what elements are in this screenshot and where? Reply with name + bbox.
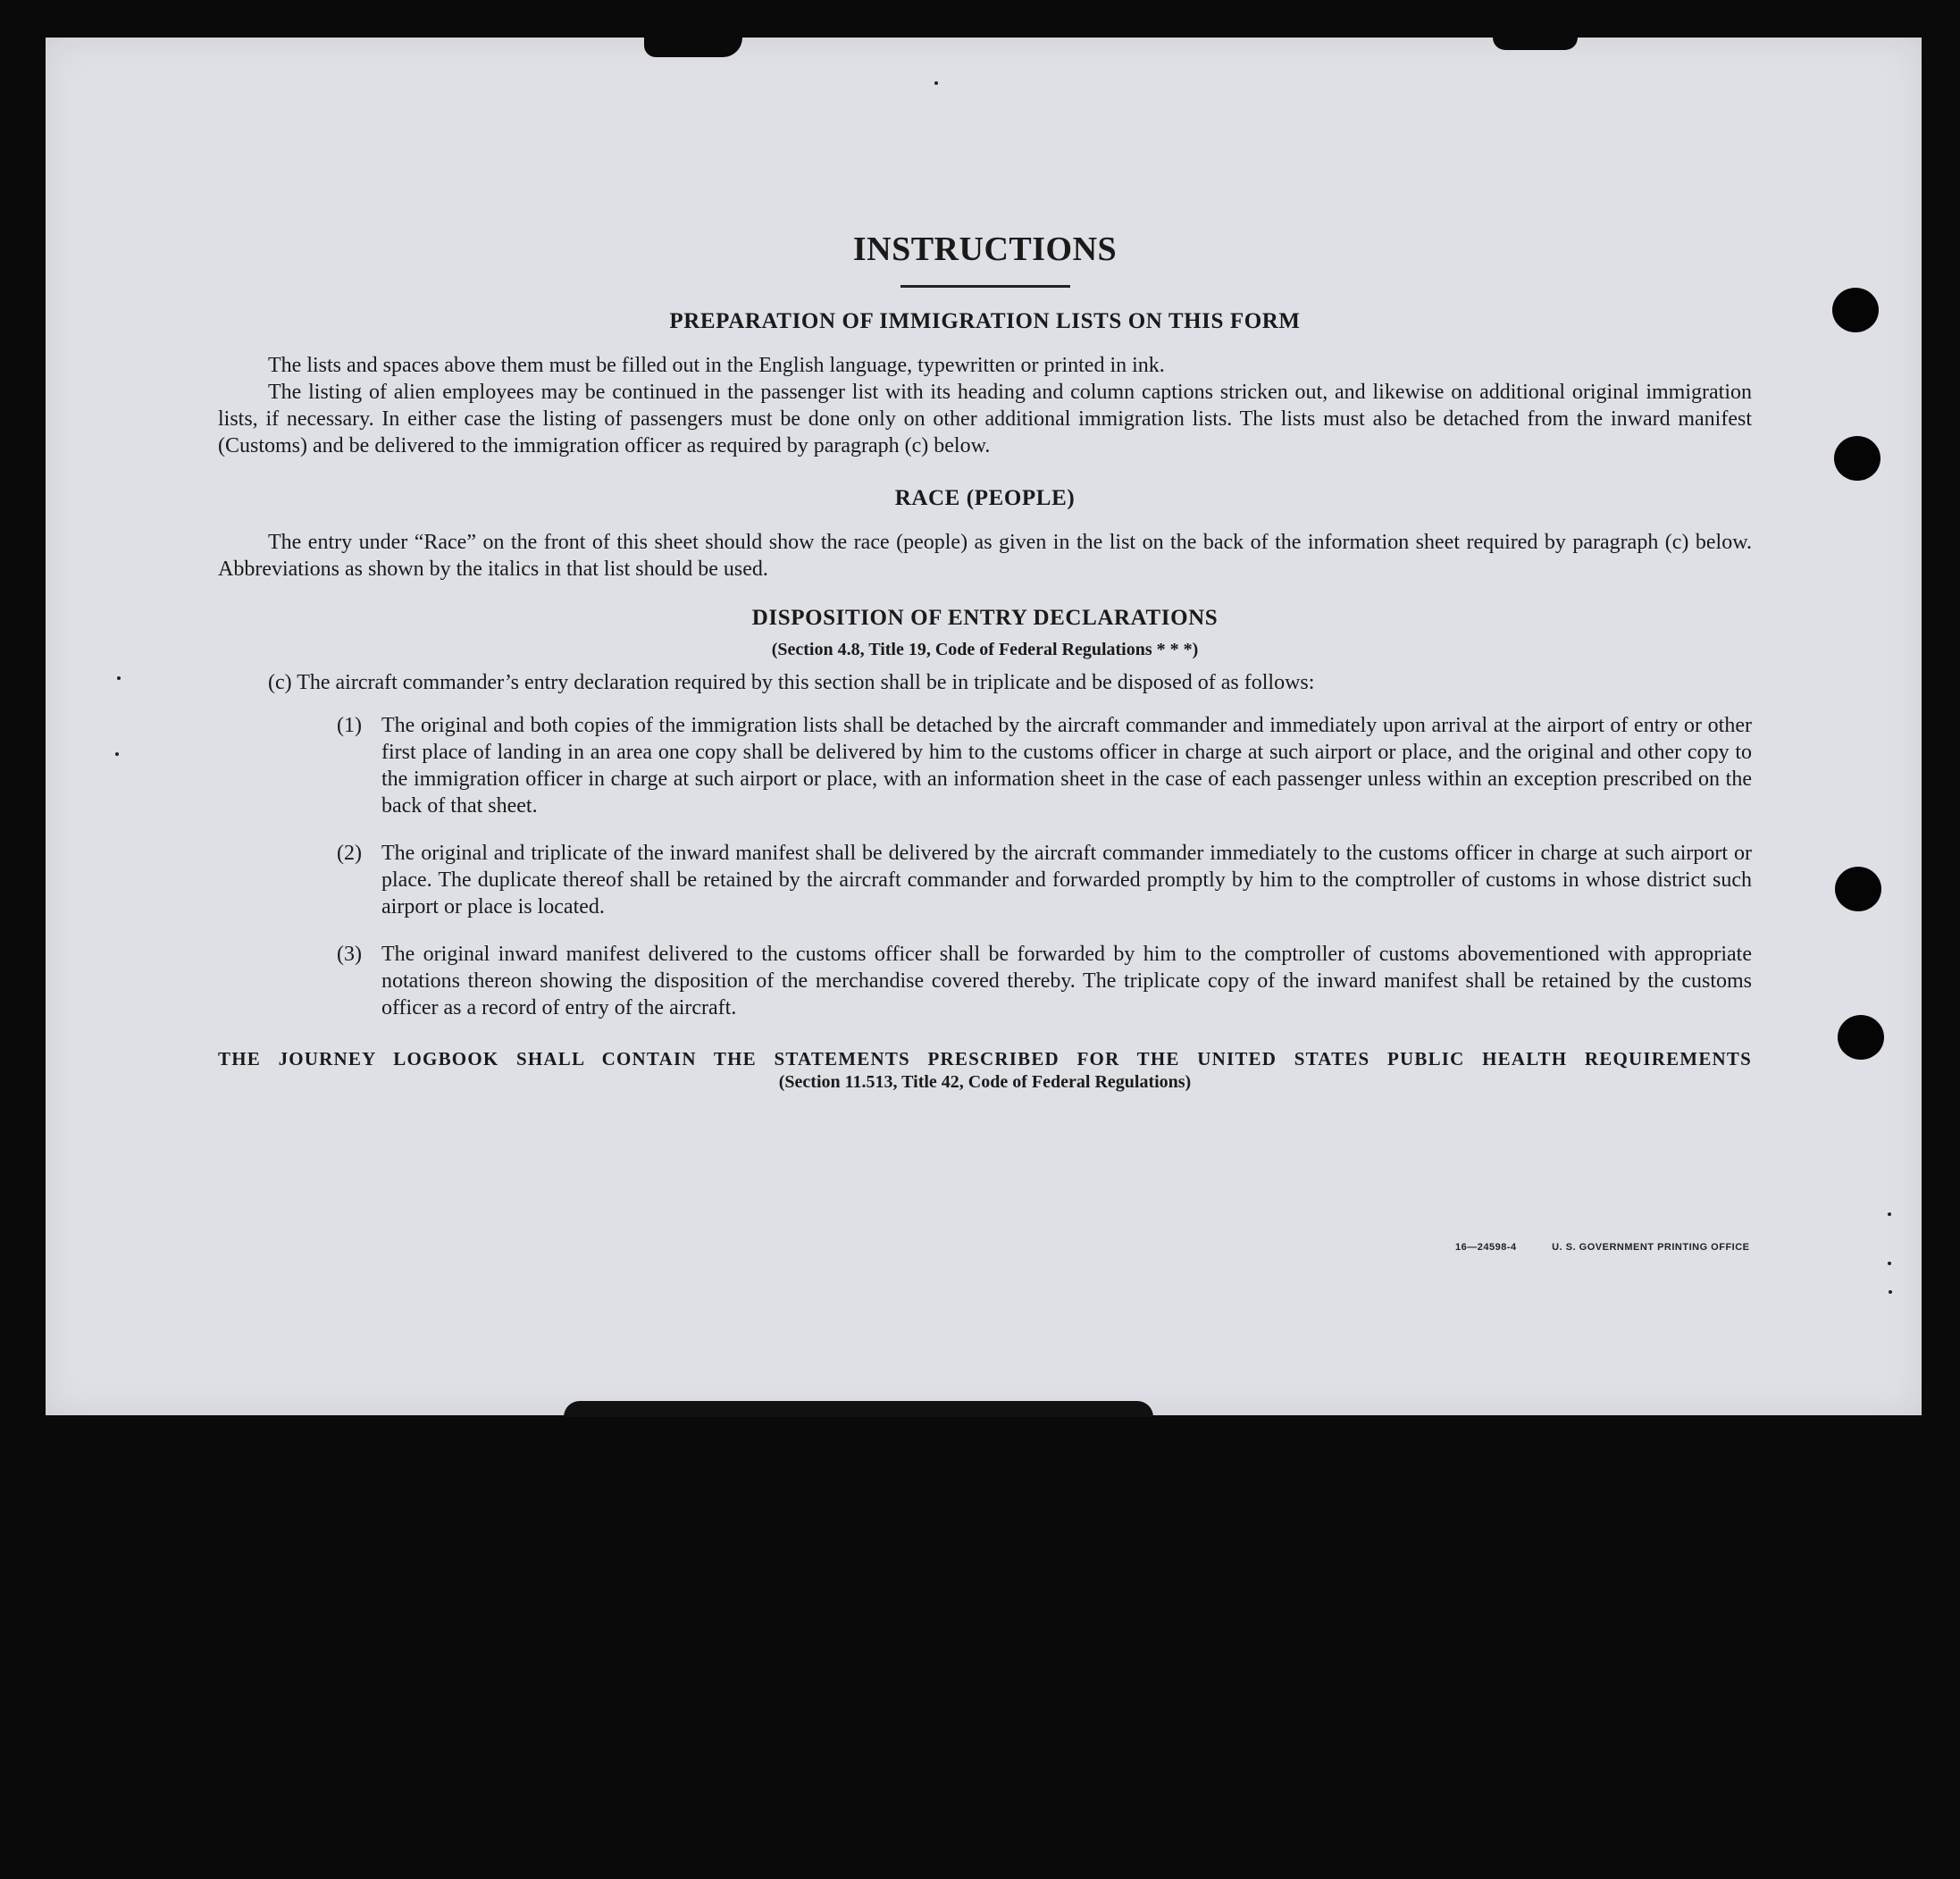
disposition-items	[218, 712, 1752, 1021]
printing-office: U. S. GOVERNMENT PRINTING OFFICE	[1552, 1242, 1750, 1253]
logbook-heading: THE JOURNEY LOGBOOK SHALL CONTAIN THE STATEMENTS PRESCRIBED FOR THE UNITED STATES PUBLIC HEALTH REQUIREMENTS	[218, 1048, 1752, 1070]
page-title: INSTRUCTIONS	[852, 231, 1118, 268]
preparation-paragraph: The lists and spaces above them must be filled out in the English language, typewritten or printed in ink.	[268, 354, 1165, 377]
speck	[1888, 1212, 1891, 1216]
race-paragraph: The entry under “Race” on the front of this sheet should show the race (people) as given in the list on the back of the information sheet required by paragraph (c) below. Abbreviations as shown by the italics in that list should be used.	[218, 531, 1752, 581]
form-code: 16—24598-4	[1455, 1242, 1517, 1253]
speck	[1888, 1262, 1891, 1265]
torn-edge	[644, 38, 742, 57]
preparation-heading: PREPARATION OF IMMIGRATION LISTS ON THIS FORM	[669, 309, 1301, 333]
preparation-paragraph: The listing of alien employees may be continued in the passenger list with its heading and column captions stricken out, and likewise on additional original immigration lists, if necessary. In either case the listing of passengers must be done only on other additional immigration lists. The lists must also be detached from the inward manifest (Customs) and be delivered to the immigration officer as required by paragraph (c) below.	[218, 381, 1752, 457]
disposition-citation: (Section 4.8, Title 19, Code of Federal Regulations * * *)	[771, 640, 1199, 659]
list-item	[218, 941, 1752, 1021]
disposition-clause	[268, 669, 1752, 696]
printer-imprint	[1455, 1242, 1750, 1253]
list-item	[218, 840, 1752, 920]
speck	[115, 752, 119, 756]
disposition-heading: DISPOSITION OF ENTRY DECLARATIONS	[751, 606, 1219, 630]
instructions-content	[218, 230, 1752, 1093]
clause-text: The aircraft commander’s entry declaration required by this section shall be in triplicate and be disposed of as follows:	[297, 671, 1315, 694]
item-text: The original and both copies of the immigration lists shall be detached by the aircraft commander and immediately upon arrival at the airport of entry or other first place of landing in an area one copy shall be delivered by him to the customs officer in charge at such airport or place, and the original and other copy to the immigration officer in charge at such airport or place, with an information sheet in the case of each passenger unless within an exception prescribed on the back of that sheet.	[381, 714, 1752, 818]
item-number: (3)	[337, 943, 362, 966]
speck	[1889, 1290, 1892, 1294]
list-item	[218, 712, 1752, 819]
item-text: The original and triplicate of the inward manifest shall be delivered by the aircraft commander immediately to the customs officer in charge at such airport or place. The duplicate thereof shall be retained by the aircraft commander and forwarded promptly by him to the comptroller of customs in whose district such airport or place is located.	[381, 842, 1752, 919]
title-rule	[900, 285, 1070, 288]
item-text: The original inward manifest delivered to the customs officer shall be forwarded by him to the comptroller of customs abovementioned with appropriate notations thereon showing the disposition of the merchandise covered thereby. The triplicate copy of the inward manifest shall be retained by the customs officer as a record of entry of the aircraft.	[381, 943, 1752, 1019]
document-sheet	[46, 38, 1922, 1415]
punch-hole	[1835, 867, 1881, 911]
item-number: (1)	[337, 714, 362, 737]
punch-hole	[1834, 436, 1880, 481]
torn-edge	[1493, 38, 1578, 50]
torn-edge	[564, 1401, 1153, 1417]
punch-hole	[1838, 1015, 1884, 1060]
item-number: (2)	[337, 842, 362, 865]
speck	[117, 676, 121, 680]
logbook-citation: (Section 11.513, Title 42, Code of Federal Regulations)	[778, 1072, 1192, 1092]
speck	[934, 81, 938, 85]
race-heading: RACE (PEOPLE)	[894, 486, 1076, 510]
clause-label: (c)	[268, 671, 292, 694]
punch-hole	[1832, 288, 1879, 332]
